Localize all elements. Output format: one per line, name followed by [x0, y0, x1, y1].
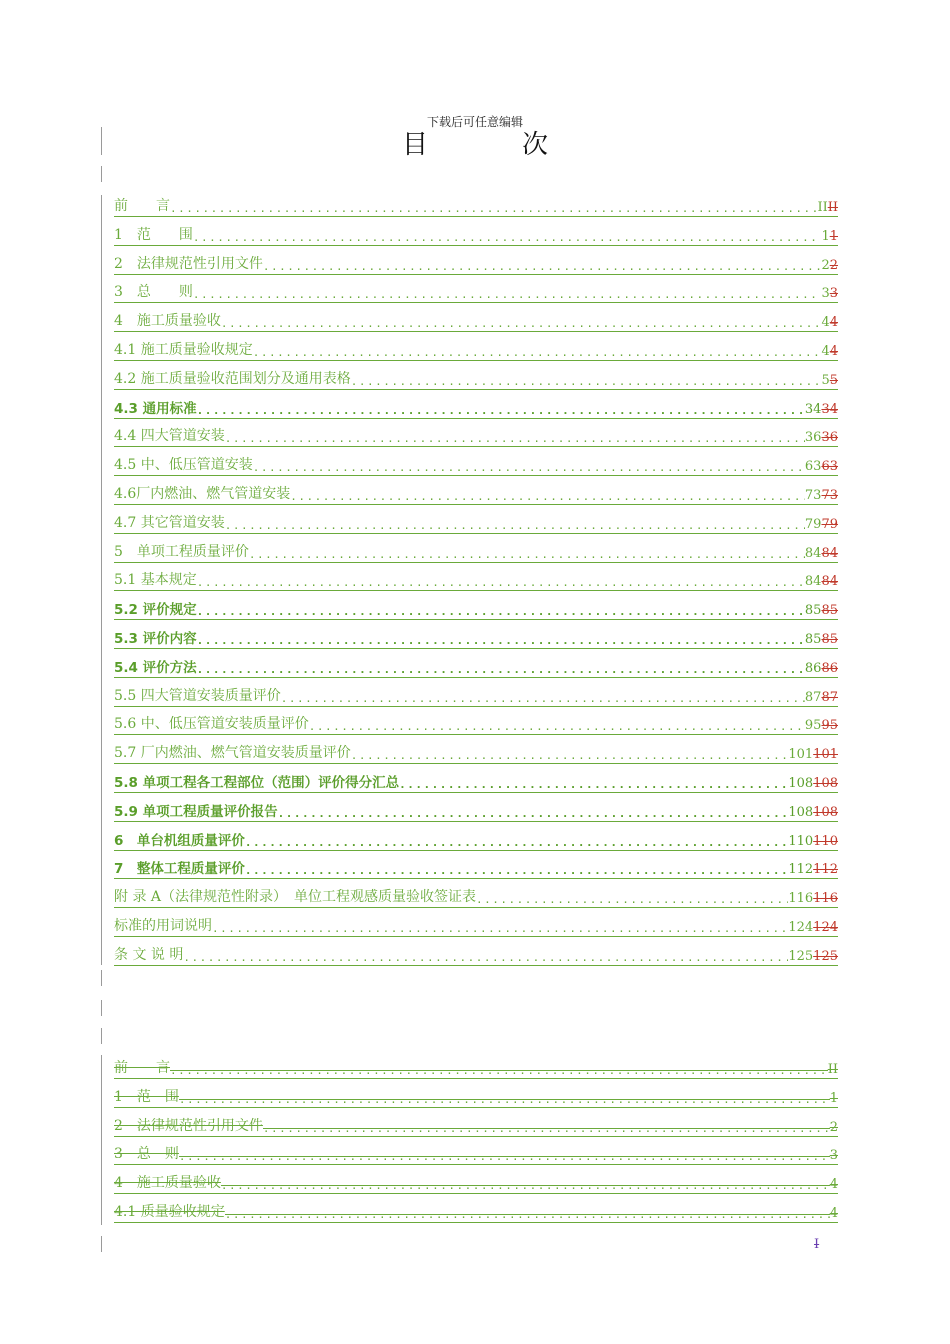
toc-page-new: 34	[804, 401, 822, 417]
toc-page-old: 36	[821, 430, 838, 446]
toc-entry-page: 2	[829, 1119, 838, 1135]
toc-entry[interactable]	[114, 770, 838, 793]
toc-page-new: 110	[788, 833, 814, 849]
toc-page-new: 85	[804, 603, 822, 619]
toc-page-old: 4	[829, 344, 838, 359]
toc-entry-page: 1	[829, 1090, 838, 1106]
toc-leader-dots	[193, 288, 822, 302]
toc-entry[interactable]	[114, 712, 838, 735]
page-title: 目 次	[401, 130, 582, 160]
toc-page-new: 125	[788, 948, 814, 964]
toc-entry[interactable]	[114, 252, 838, 275]
toc-leader-dots	[179, 1093, 830, 1107]
toc-entry[interactable]	[114, 914, 838, 937]
toc-entry-page: 4	[829, 1206, 838, 1221]
toc-entry[interactable]	[114, 511, 838, 534]
toc-page-old: 110	[813, 833, 838, 849]
toc-leader-dots	[281, 692, 805, 706]
toc-entry-page	[821, 315, 838, 331]
toc-entry-page	[788, 949, 838, 965]
toc-entry-deleted[interactable]	[114, 1171, 838, 1194]
toc-entry[interactable]	[114, 424, 838, 447]
toc-leader-dots	[170, 1064, 828, 1078]
toc-page-old: 85	[821, 603, 838, 619]
toc-entry-page	[805, 718, 838, 734]
toc-page-new: 84	[804, 574, 822, 590]
toc-entry-label: 7 整体工程质量评价	[114, 861, 245, 878]
toc-entry-deleted[interactable]	[114, 1085, 838, 1108]
toc-entry-page	[805, 632, 838, 648]
toc-leader-dots	[309, 720, 805, 734]
toc-leader-dots	[197, 404, 805, 418]
toc-leader-dots	[290, 490, 805, 504]
toc-leader-dots	[351, 375, 822, 389]
toc-leader-dots	[179, 1150, 830, 1164]
toc-entry[interactable]	[114, 799, 838, 822]
margin-bar-7	[101, 1055, 102, 1225]
toc-entry-label: 4.1 施工质量验收规定	[114, 342, 253, 358]
toc-leader-dots	[221, 317, 822, 331]
toc-entry-label: 5.4 评价方法	[114, 659, 197, 676]
toc-entry-page	[788, 747, 838, 763]
toc-page-old: 87	[821, 689, 838, 705]
toc-entry[interactable]	[114, 540, 838, 563]
toc-entry-label: 5.9 单项工程质量评价报告	[114, 803, 278, 820]
toc-entry-label: 4.2 施工质量验收范围划分及通用表格	[114, 370, 351, 387]
toc-entry-page	[788, 891, 838, 907]
margin-bar-8	[101, 1236, 102, 1252]
toc-entry-page	[788, 776, 838, 792]
toc-entry-label: 4.5 中、低压管道安装	[114, 457, 253, 474]
toc-page-old: 84	[821, 545, 838, 561]
toc-leader-dots	[476, 893, 788, 907]
toc-entry-page	[788, 805, 838, 821]
toc-entry[interactable]	[114, 309, 838, 332]
toc-leader-dots	[197, 576, 805, 590]
toc-entry[interactable]	[114, 741, 838, 764]
toc-entry-label: 5.8 单项工程各工程部位（范围）评价得分汇总	[114, 775, 400, 791]
toc-page-old: 124	[813, 920, 838, 935]
toc-page-old: 79	[821, 516, 838, 532]
toc-entry-page	[821, 344, 838, 360]
toc-entry[interactable]	[114, 568, 838, 591]
toc-page-old: 34	[821, 401, 838, 417]
toc-page-new: 86	[804, 660, 822, 676]
toc-page-new: 108	[788, 776, 814, 791]
margin-bar-1	[101, 127, 102, 155]
toc-entry-label: 5.3 评价内容	[114, 631, 197, 647]
toc-page-new: 112	[788, 862, 814, 878]
toc-entry-page: 4	[829, 1177, 838, 1193]
toc-page-new: 1	[821, 228, 830, 244]
toc-page-new: II	[817, 200, 828, 215]
toc-page-new: 73	[804, 488, 822, 503]
toc-entry-label: 5.1 基本规定	[114, 572, 197, 589]
toc-entry-label: 4.3 通用标准	[114, 400, 197, 417]
toc-entry-deleted[interactable]	[114, 1114, 838, 1137]
toc-entry-deleted[interactable]	[114, 1200, 838, 1223]
toc-entry-page	[805, 459, 838, 475]
toc-page-old: II	[827, 200, 838, 215]
toc-entry-label: 5.7 厂内燃油、燃气管道安装质量评价	[114, 745, 351, 762]
toc-entry-label: 前 言	[114, 198, 170, 214]
toc-leader-dots	[399, 778, 788, 792]
toc-entry[interactable]	[114, 885, 838, 908]
toc-leader-dots	[225, 432, 805, 446]
toc-leader-dots	[197, 634, 805, 648]
toc-entry[interactable]	[114, 655, 838, 678]
toc-entry-label: 1 范 围	[114, 1088, 179, 1105]
toc-entry-label: 2 法律规范性引用文件	[114, 1117, 263, 1134]
toc-page-new: 2	[821, 257, 830, 273]
toc-page-new: 84	[804, 545, 822, 561]
toc-leader-dots	[197, 663, 805, 677]
toc-leader-dots	[212, 922, 788, 936]
toc-entry-label: 标准的用词说明	[114, 918, 212, 934]
toc-entry-label: 4.6厂内燃油、燃气管道安装	[114, 486, 291, 502]
header-note: 下载后可任意编辑	[426, 115, 523, 129]
toc-page-old: 73	[821, 488, 838, 503]
toc-leader-dots	[263, 260, 822, 274]
toc-page-new: 4	[821, 315, 830, 331]
toc-entry-label: 3 总 则	[114, 1146, 179, 1163]
margin-bar-6	[101, 1028, 102, 1044]
toc-entry[interactable]	[114, 856, 838, 879]
margin-bar-5	[101, 1000, 102, 1016]
toc-page-old: 95	[821, 718, 838, 734]
toc-page-new: 101	[788, 747, 814, 763]
toc-page-old: 108	[813, 804, 838, 820]
toc-leader-dots	[225, 519, 805, 533]
toc-entry-page	[805, 546, 838, 562]
toc-page-old: 5	[829, 372, 838, 388]
toc-leader-dots	[278, 807, 789, 821]
toc-entry-label: 前 言	[114, 1060, 170, 1076]
toc-entry-page	[821, 229, 838, 245]
toc-entry[interactable]	[114, 597, 838, 620]
toc-leader-dots	[351, 749, 789, 763]
toc-page-new: 124	[788, 920, 814, 935]
toc-page-old: 125	[813, 948, 838, 964]
toc-entry[interactable]	[114, 367, 838, 390]
toc-entry-page	[805, 488, 838, 504]
toc-leader-dots	[263, 1122, 830, 1136]
toc-leader-dots	[253, 346, 822, 360]
toc-page-old: 4	[829, 315, 838, 331]
toc-page-old: 112	[813, 862, 838, 878]
page-number: I	[814, 1237, 820, 1252]
toc-entry-label: 4 施工质量验收	[114, 313, 221, 330]
toc-entry[interactable]	[114, 482, 838, 505]
toc-entry-page: II	[827, 1062, 838, 1077]
toc-entry-label: 1 范 围	[114, 226, 193, 243]
toc-entry-label: 附 录 A（法律规范性附录） 单位工程观感质量验收签证表	[114, 889, 477, 906]
toc-page-old: 116	[813, 891, 838, 907]
toc-entry-page	[821, 373, 838, 389]
toc-page-new: 85	[804, 632, 822, 647]
margin-bar-3	[101, 195, 102, 965]
toc-entry-label: 4.1 质量验收规定	[114, 1204, 225, 1220]
toc-entry-deleted[interactable]	[114, 1056, 838, 1079]
toc-entry-page	[821, 258, 838, 274]
toc-entry-page	[821, 286, 838, 302]
toc-page-old: 63	[821, 459, 838, 475]
toc-leader-dots	[221, 1179, 830, 1193]
toc-page-old: 3	[829, 286, 838, 302]
toc-page-old: 1	[829, 228, 838, 244]
toc-leader-dots	[183, 951, 788, 965]
toc-leader-dots	[225, 1208, 830, 1222]
toc-page-old: 85	[821, 632, 838, 647]
toc-page-new: 116	[788, 891, 814, 907]
toc-entry[interactable]	[114, 684, 838, 707]
toc-page-new: 63	[804, 459, 822, 475]
toc-entry-label: 5.5 四大管道安装质量评价	[114, 687, 281, 704]
toc-entry[interactable]	[114, 194, 838, 217]
toc-entry-label: 4.4 四大管道安装	[114, 428, 225, 445]
toc-entry-page	[805, 661, 838, 677]
margin-bar-2	[101, 166, 102, 182]
toc-entry-page	[817, 200, 838, 216]
toc-leader-dots	[249, 548, 805, 562]
toc-entry-label: 4.7 其它管道安装	[114, 514, 225, 531]
toc-entry[interactable]	[114, 223, 838, 246]
margin-bar-4	[101, 970, 102, 986]
toc-page-new: 4	[821, 344, 830, 359]
toc-entry[interactable]	[114, 280, 838, 303]
toc-page-new: 79	[804, 516, 822, 532]
toc-entry-page	[788, 920, 838, 936]
toc-entry-label: 4 施工质量验收	[114, 1175, 221, 1192]
toc-entry-label: 5.6 中、低压管道安装质量评价	[114, 716, 309, 733]
toc-entry[interactable]	[114, 338, 838, 361]
toc-entry-label: 条 文 说 明	[114, 946, 184, 963]
toc-leader-dots	[253, 461, 805, 475]
toc-entry[interactable]	[114, 828, 838, 851]
toc-page-new: 87	[804, 689, 822, 705]
toc-leader-dots	[170, 202, 817, 216]
toc-page-new: 36	[804, 430, 822, 446]
toc-leader-dots	[197, 605, 805, 619]
toc-entry-label: 6 单台机组质量评价	[114, 832, 245, 849]
toc-entry[interactable]	[114, 943, 838, 966]
toc-page-new: 3	[821, 286, 830, 302]
toc-page-old: 86	[821, 660, 838, 676]
toc-leader-dots	[245, 864, 788, 878]
toc-entry-label: 5.2 评价规定	[114, 602, 197, 619]
toc-entry-label: 3 总 则	[114, 284, 193, 301]
toc-entry-page	[805, 430, 838, 446]
toc-entry-page	[788, 834, 838, 850]
toc-entry-deleted[interactable]	[114, 1142, 838, 1165]
toc-leader-dots	[245, 836, 788, 850]
toc-entry-page	[805, 574, 838, 590]
toc-entry[interactable]	[114, 626, 838, 649]
toc-page-new: 5	[821, 372, 830, 388]
toc-entry-label: 2 法律规范性引用文件	[114, 255, 263, 272]
toc-page-new: 95	[804, 718, 822, 734]
toc-entry-page	[805, 603, 838, 619]
toc-page-old: 108	[813, 776, 838, 791]
toc-entry-label: 5 单项工程质量评价	[114, 543, 249, 560]
toc-entry[interactable]	[114, 453, 838, 476]
toc-page-old: 2	[829, 257, 838, 273]
toc-page-old: 101	[813, 747, 838, 763]
toc-entry-page	[805, 517, 838, 533]
toc-entry-page	[805, 690, 838, 706]
toc-entry-page	[805, 402, 838, 418]
toc-leader-dots	[193, 231, 822, 245]
toc-entry[interactable]	[114, 396, 838, 419]
toc-page-new: 108	[788, 804, 814, 820]
toc-page-old: 84	[821, 574, 838, 590]
toc-entry-page: 3	[829, 1148, 838, 1164]
toc-entry-page	[788, 862, 838, 878]
